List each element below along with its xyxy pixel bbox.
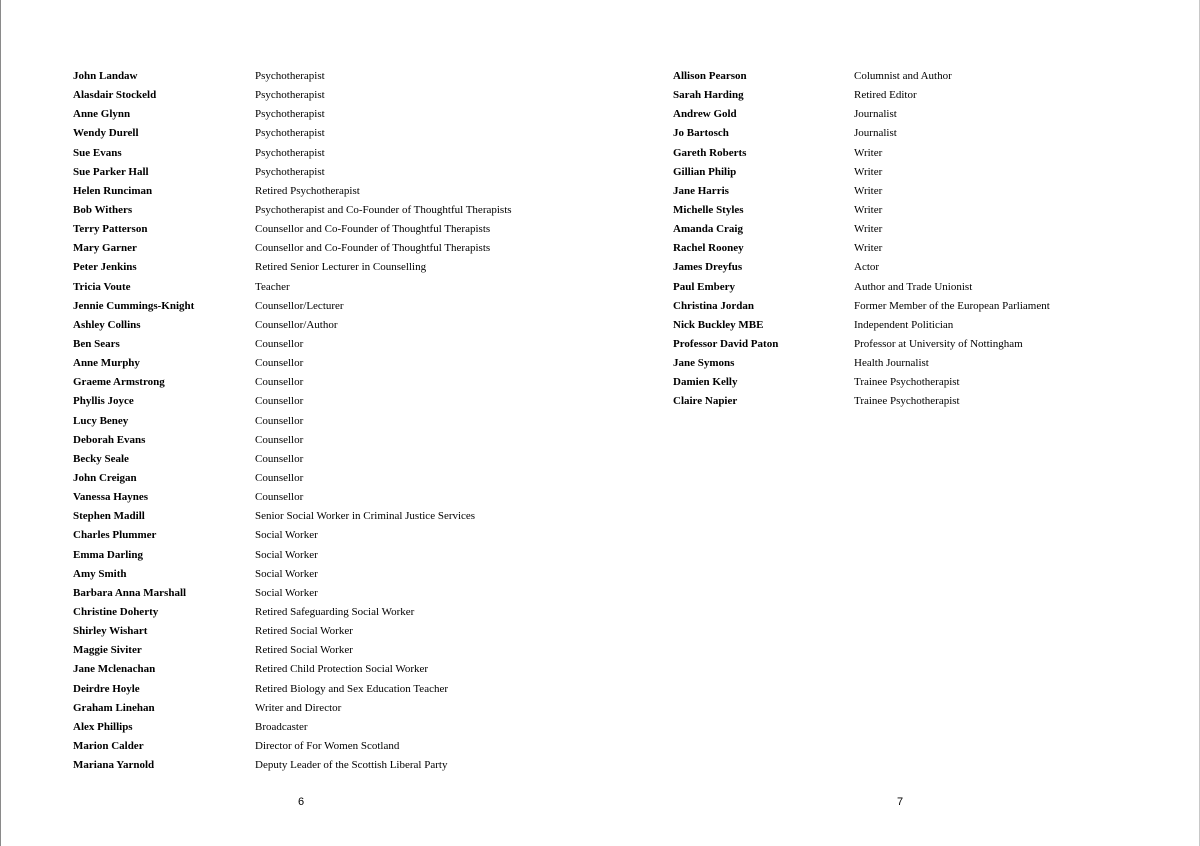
signatory-role: Counsellor (255, 376, 304, 389)
page-number-right: 7 (896, 796, 904, 808)
signatory-row (600, 163, 1200, 182)
signatory-row (0, 239, 600, 258)
signatory-role: Counsellor and Co-Founder of Thoughtful Therapists (255, 242, 491, 255)
signatory-row (0, 699, 600, 718)
signatory-row (600, 258, 1200, 277)
signatory-row (0, 373, 600, 392)
signatory-role: Deputy Leader of the Scottish Liberal Party (255, 759, 448, 772)
signatory-name: Claire Napier (673, 395, 738, 408)
signatory-name: Gareth Roberts (673, 146, 747, 159)
signatory-name: Anne Glynn (73, 108, 131, 121)
signatory-row (600, 316, 1200, 335)
signatory-name: Alex Phillips (73, 720, 133, 733)
signatory-list-right (600, 67, 1200, 412)
signatory-row (600, 354, 1200, 373)
signatory-name: Terry Patterson (73, 223, 148, 236)
signatory-name: Vanessa Haynes (73, 491, 149, 504)
signatory-row (0, 565, 600, 584)
signatory-name: Jane Mclenachan (73, 663, 156, 676)
signatory-role: Counsellor (255, 452, 304, 465)
signatory-row (0, 680, 600, 699)
signatory-role: Journalist (854, 127, 897, 140)
signatory-role: Writer (854, 203, 883, 216)
signatory-role: Counsellor (255, 395, 304, 408)
signatory-name: Christine Doherty (73, 605, 159, 618)
signatory-row (0, 278, 600, 297)
signatory-role: Psychotherapist (255, 146, 325, 159)
signatory-name: Alasdair Stockeld (73, 89, 157, 102)
signatory-row (600, 278, 1200, 297)
signatory-role: Psychotherapist (255, 89, 325, 102)
signatory-role: Psychotherapist (255, 70, 325, 82)
signatory-role: Writer (854, 146, 883, 159)
signatory-role: Independent Politician (854, 318, 954, 331)
signatory-role: Psychotherapist (255, 108, 325, 121)
signatory-role: Retired Child Protection Social Worker (255, 663, 429, 676)
signatory-name: Gillian Philip (673, 165, 737, 178)
signatory-row (0, 603, 600, 622)
signatory-name: James Dreyfus (673, 261, 743, 274)
signatory-row (600, 67, 1200, 86)
signatory-role: Health Journalist (854, 357, 929, 370)
signatory-name: Jo Bartosch (673, 127, 729, 140)
signatory-row (0, 182, 600, 201)
signatory-role: Trainee Psychotherapist (854, 376, 960, 389)
signatory-row (0, 450, 600, 469)
signatory-name: Amanda Craig (673, 223, 743, 236)
signatory-name: Phyllis Joyce (73, 395, 134, 408)
signatory-name: Amy Smith (73, 567, 127, 580)
signatory-row (600, 105, 1200, 124)
signatory-row (600, 86, 1200, 105)
page-number-left: 6 (297, 796, 305, 808)
signatory-role: Retired Editor (854, 89, 917, 102)
signatory-name: Jennie Cummings-Knight (73, 299, 195, 312)
signatory-name: Mariana Yarnold (73, 759, 155, 772)
signatory-role: Psychotherapist and Co-Founder of Thoughtful Therapists (255, 203, 512, 216)
signatory-name: Allison Pearson (673, 70, 747, 82)
signatory-role: Writer (854, 184, 883, 197)
signatory-role: Author and Trade Unionist (854, 280, 973, 293)
signatory-name: Sarah Harding (673, 89, 744, 102)
signatory-role: Director of For Women Scotland (255, 739, 400, 752)
signatory-row (0, 163, 600, 182)
signatory-name: Jane Harris (673, 184, 729, 197)
signatory-row (0, 737, 600, 756)
signatory-row (0, 660, 600, 679)
right-page (600, 0, 1200, 846)
signatory-role: Senior Social Worker in Criminal Justice Services (255, 510, 476, 523)
signatory-role: Counsellor/Lecturer (255, 299, 344, 312)
signatory-name: Paul Embery (673, 280, 736, 293)
signatory-role: Writer and Director (255, 701, 342, 714)
signatory-role: Retired Biology and Sex Education Teacher (255, 682, 448, 695)
signatory-name: Emma Darling (73, 548, 143, 561)
signatory-role: Actor (854, 261, 880, 274)
signatory-role: Writer (854, 223, 883, 236)
signatory-row (600, 144, 1200, 163)
signatory-row (0, 144, 600, 163)
signatory-role: Counsellor (255, 471, 304, 484)
signatory-name: Charles Plummer (73, 529, 157, 542)
signatory-name: Graeme Armstrong (73, 376, 165, 389)
signatory-name: Ben Sears (73, 337, 120, 350)
signatory-row (0, 201, 600, 220)
signatory-row (0, 641, 600, 660)
signatory-name: Barbara Anna Marshall (73, 586, 187, 599)
signatory-role: Professor at University of Nottingham (854, 337, 1023, 350)
signatory-role: Social Worker (255, 548, 318, 561)
signatory-list-left (0, 67, 600, 775)
signatory-row (0, 220, 600, 239)
signatory-row (0, 86, 600, 105)
signatory-role: Columnist and Author (854, 70, 952, 82)
signatory-role: Counsellor (255, 433, 304, 446)
signatory-role: Counsellor (255, 337, 304, 350)
signatory-row (0, 584, 600, 603)
signatory-row (0, 354, 600, 373)
signatory-name: Anne Murphy (73, 357, 140, 370)
signatory-role: Counsellor (255, 491, 304, 504)
signatory-name: Nick Buckley MBE (673, 318, 764, 331)
signatory-row (0, 335, 600, 354)
signatory-role: Trainee Psychotherapist (854, 395, 960, 408)
signatory-name: Damien Kelly (673, 376, 738, 389)
signatory-name: Rachel Rooney (673, 242, 744, 255)
signatory-name: Tricia Voute (73, 280, 131, 293)
signatory-row (600, 373, 1200, 392)
signatory-row (600, 297, 1200, 316)
signatory-row (600, 392, 1200, 411)
signatory-role: Social Worker (255, 529, 318, 542)
signatory-name: Maggie Siviter (73, 644, 142, 657)
signatory-row (0, 756, 600, 775)
signatory-row (600, 239, 1200, 258)
signatory-name: Helen Runciman (73, 184, 153, 197)
signatory-row (0, 526, 600, 545)
signatory-role: Social Worker (255, 586, 318, 599)
signatory-role: Broadcaster (255, 720, 308, 733)
signatory-name: Christina Jordan (673, 299, 754, 312)
signatory-row (0, 507, 600, 526)
signatory-role: Counsellor (255, 414, 304, 427)
signatory-name: John Creigan (73, 471, 137, 484)
signatory-role: Teacher (255, 280, 290, 293)
signatory-row (600, 220, 1200, 239)
signatory-name: Marion Calder (73, 739, 144, 752)
signatory-name: Andrew Gold (673, 108, 737, 121)
signatory-name: Sue Evans (73, 146, 122, 159)
signatory-name: Graham Linehan (73, 701, 155, 714)
signatory-row (0, 431, 600, 450)
signatory-row (600, 335, 1200, 354)
signatory-name: Deborah Evans (73, 433, 146, 446)
signatory-role: Former Member of the European Parliament (854, 299, 1050, 312)
signatory-row (0, 622, 600, 641)
signatory-row (0, 297, 600, 316)
signatory-name: Mary Garner (73, 242, 137, 255)
signatory-row (0, 316, 600, 335)
signatory-role: Retired Senior Lecturer in Counselling (255, 261, 427, 274)
signatory-name: Becky Seale (73, 452, 129, 465)
signatory-row (600, 124, 1200, 143)
signatory-role: Writer (854, 165, 883, 178)
signatory-role: Writer (854, 242, 883, 255)
signatory-role: Psychotherapist (255, 165, 325, 178)
signatory-name: Jane Symons (673, 357, 735, 370)
signatory-row (0, 67, 600, 86)
signatory-name: Wendy Durell (73, 127, 139, 140)
signatory-row (0, 718, 600, 737)
signatory-row (0, 105, 600, 124)
signatory-name: Professor David Paton (673, 337, 779, 350)
signatory-role: Counsellor and Co-Founder of Thoughtful Therapists (255, 223, 491, 236)
signatory-role: Counsellor (255, 357, 304, 370)
signatory-row (0, 258, 600, 277)
signatory-row (0, 124, 600, 143)
signatory-row (600, 201, 1200, 220)
signatory-role: Retired Psychotherapist (255, 184, 360, 197)
signatory-role: Retired Social Worker (255, 625, 353, 638)
signatory-name: Stephen Madill (73, 510, 145, 523)
signatory-role: Retired Safeguarding Social Worker (255, 605, 415, 618)
signatory-row (0, 412, 600, 431)
signatory-role: Counsellor/Author (255, 318, 338, 331)
signatory-name: Shirley Wishart (73, 625, 148, 638)
signatory-name: Bob Withers (73, 203, 133, 216)
signatory-role: Psychotherapist (255, 127, 325, 140)
signatory-name: Sue Parker Hall (73, 165, 149, 178)
signatory-role: Social Worker (255, 567, 318, 580)
signatory-name: Ashley Collins (73, 318, 141, 331)
signatory-row (0, 546, 600, 565)
signatory-role: Journalist (854, 108, 897, 121)
signatory-name: Deirdre Hoyle (73, 682, 140, 695)
signatory-row (0, 488, 600, 507)
signatory-name: John Landaw (73, 70, 138, 82)
signatory-role: Retired Social Worker (255, 644, 353, 657)
signatory-name: Lucy Beney (73, 414, 129, 427)
signatory-row (0, 392, 600, 411)
signatory-name: Michelle Styles (673, 203, 744, 216)
signatory-row (600, 182, 1200, 201)
signatory-name: Peter Jenkins (73, 261, 137, 274)
signatory-row (0, 469, 600, 488)
